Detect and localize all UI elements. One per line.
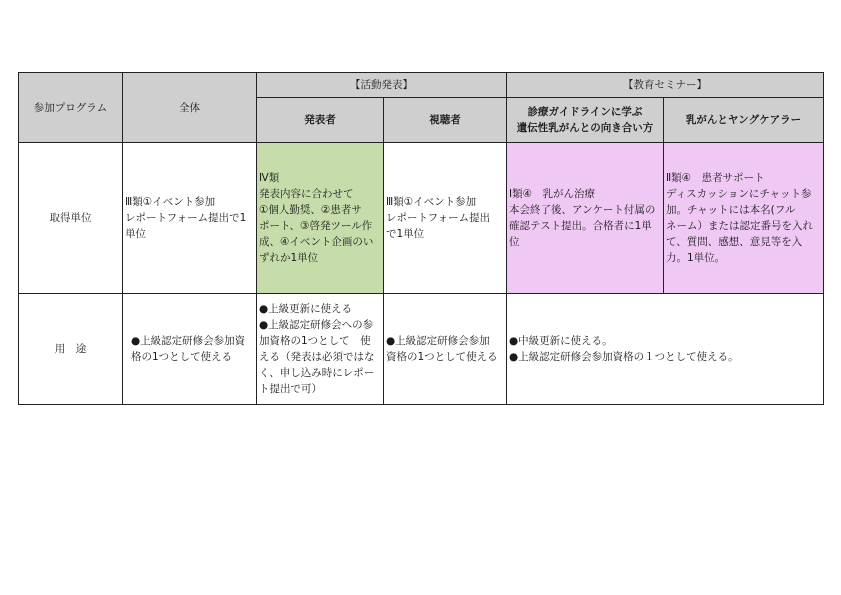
use-seminar-cell xyxy=(507,294,824,405)
unit-viewer-cell xyxy=(384,143,507,294)
unit-seminar-1-cell xyxy=(507,143,664,294)
header-viewer: 視聴者 xyxy=(384,98,507,143)
unit-seminar-2-text: Ⅱ類④ 患者サポート ディスカッションにチャット参 加。チャットには本名(フル ネーム）または認定番号を入れ て、質問、感想、意見等を入 力。1単位。 xyxy=(666,172,813,264)
header-seminar-group: 【教育セミナー】 xyxy=(507,73,824,98)
row-label-unit: 取得単位 xyxy=(19,143,123,294)
unit-overall-cell xyxy=(123,143,257,294)
header-seminar-1 xyxy=(507,98,664,143)
unit-seminar-2-cell xyxy=(664,143,824,294)
unit-presenter-cell xyxy=(257,143,384,294)
use-viewer-cell xyxy=(384,294,507,405)
header-presenter: 発表者 xyxy=(257,98,384,143)
use-presenter-cell xyxy=(257,294,384,405)
unit-seminar-1-text: Ⅰ類④ 乳がん治療 本会終了後、アンケート付属の 確認テスト提出。合格者に1単 位 xyxy=(509,188,656,248)
header-seminar-2: 乳がんとヤングケアラー xyxy=(664,98,824,143)
unit-viewer-text: Ⅲ類①イベント参加 レポートフォーム提出 で1単位 xyxy=(386,196,491,240)
use-overall-text: ●上級認定研修会参加資 格の1つとして使える xyxy=(131,335,246,363)
credit-table xyxy=(18,72,824,405)
table-row-use xyxy=(19,294,824,405)
unit-overall-text: Ⅲ類①イベント参加 レポートフォーム提出で1 単位 xyxy=(125,196,247,240)
row-label-use: 用 途 xyxy=(19,294,123,405)
header-seminar-1-text: 診療ガイドラインに学ぶ 遺伝性乳がんとの向き合い方 xyxy=(516,106,654,134)
unit-presenter-text: Ⅳ類 発表内容に合わせて ①個人勤奨、②患者サ ポート、③啓発ツール作 成、④イベント企画のい ずれか1単位 xyxy=(259,172,374,264)
use-presenter-text: ●上級更新に使える ●上級認定研修会への参 加資格の1つとして 使 える（発表は必須ではな く、申し込み時にレポー ト提出で可） xyxy=(259,303,375,395)
use-viewer-text: ●上級認定研修会参加 資格の1つとして使える xyxy=(386,335,498,363)
use-overall-cell xyxy=(123,294,257,405)
header-overall: 全体 xyxy=(123,73,257,143)
header-program: 参加プログラム xyxy=(19,73,123,143)
header-activity-group: 【活動発表】 xyxy=(257,73,507,98)
table-row-unit xyxy=(19,143,824,294)
use-seminar-text: ●中級更新に使える。 ●上級認定研修会参加資格の１つとして使える。 xyxy=(509,335,739,363)
header-row-1 xyxy=(19,73,824,98)
